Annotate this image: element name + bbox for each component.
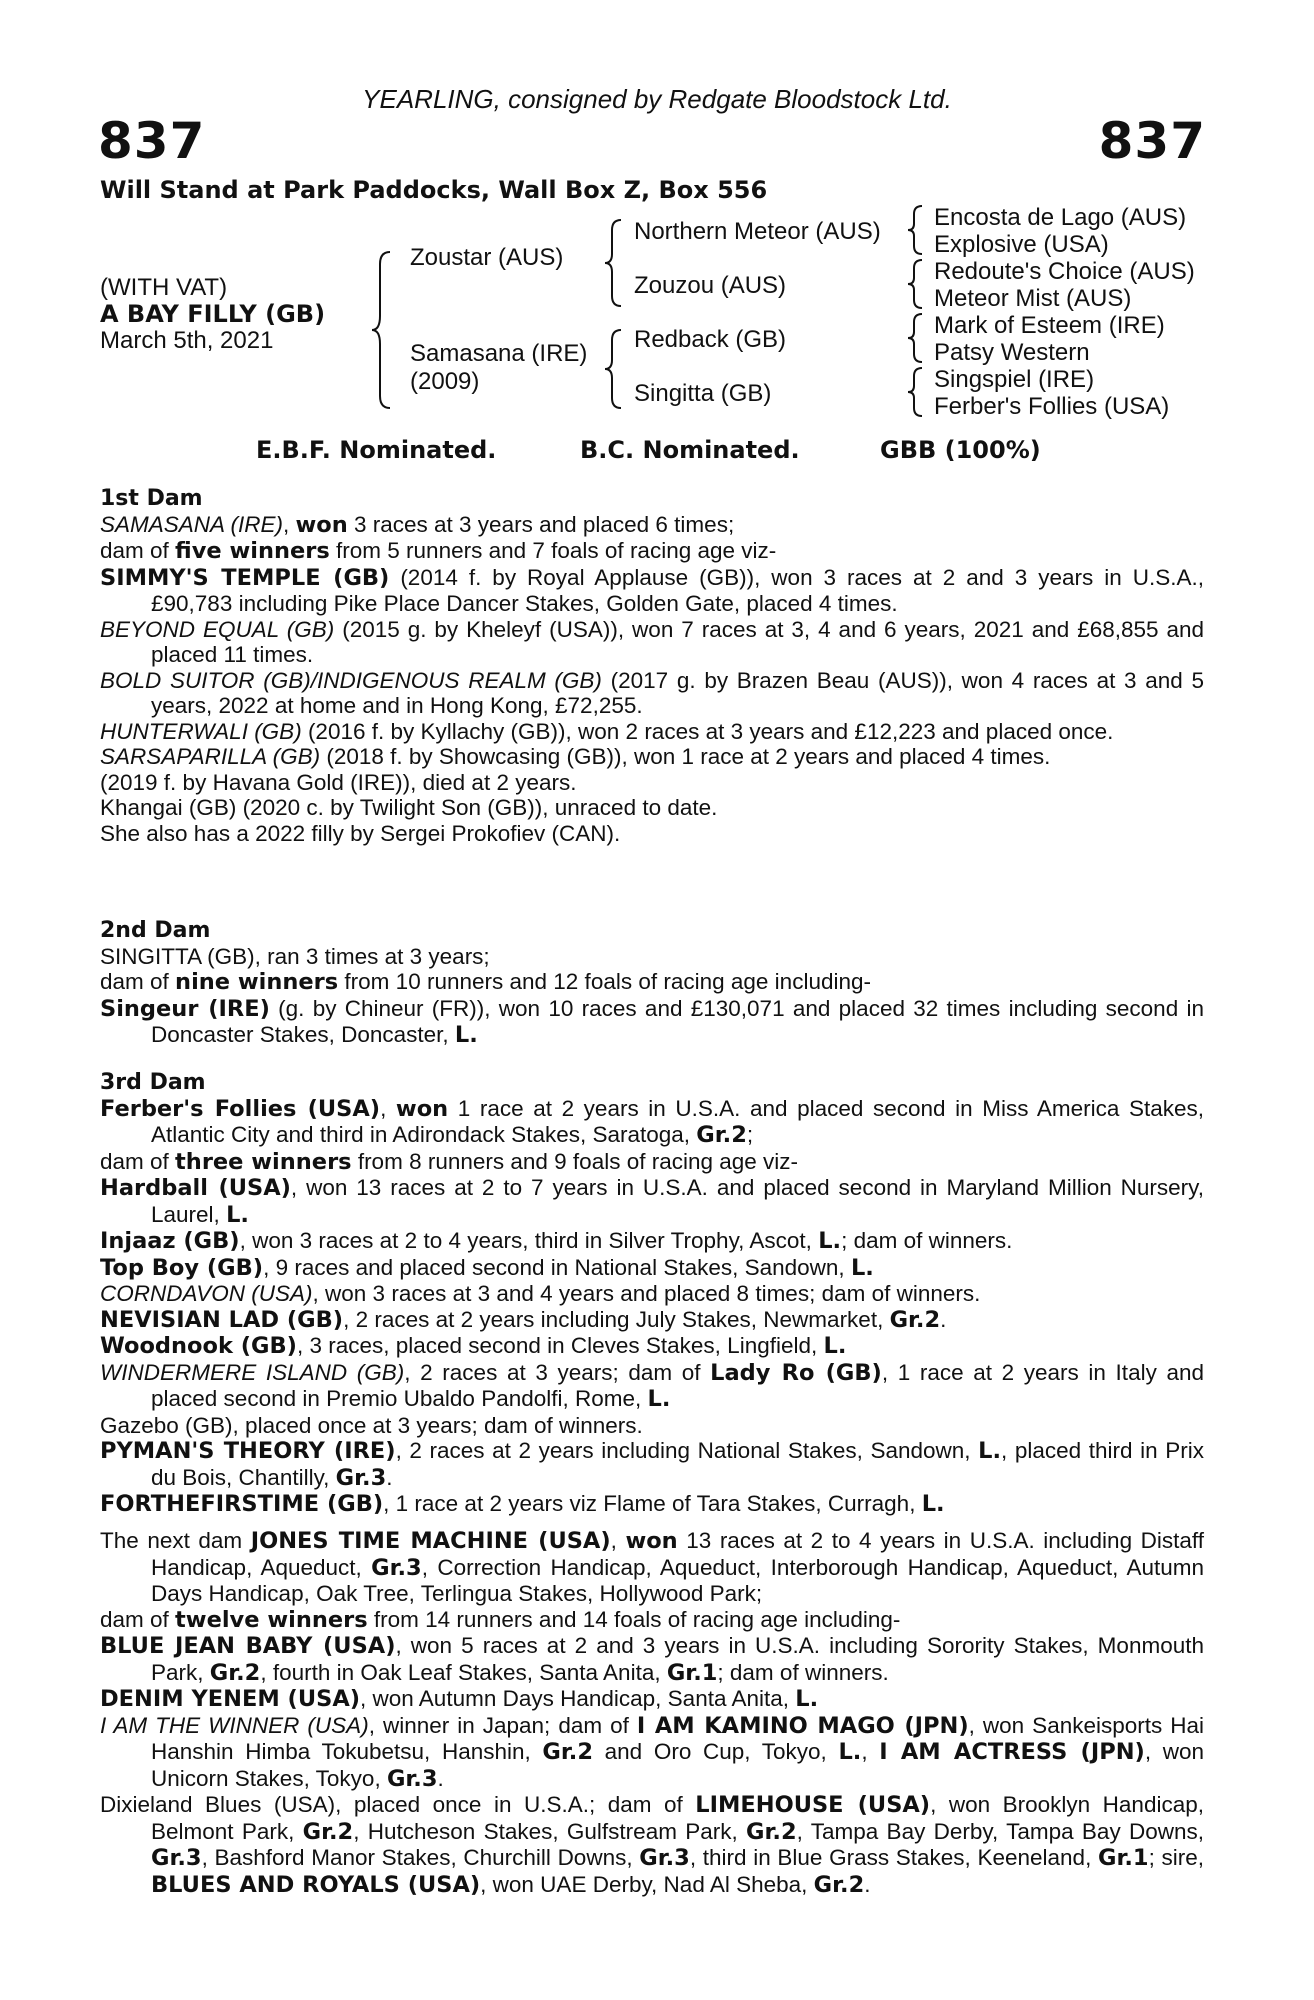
produce-entry: CORNDAVON (USA), won 3 races at 3 and 4 years and placed 8 times; dam of winners. (100, 1281, 981, 1306)
brace-g4 (906, 366, 926, 418)
dam-brace (603, 328, 625, 410)
next-dam-section (100, 1528, 1204, 1898)
ancestor-7: Singspiel (IRE) (934, 366, 1095, 393)
first-dam-heading: 1st Dam (100, 486, 203, 511)
ebf-nomination: E.B.F. Nominated. (256, 436, 497, 464)
produce-entry: Singeur (IRE) (g. by Chineur (FR)), won 10 races and £130,071 and placed 32 times including second in Doncaster Stakes, Doncaster, L. (100, 995, 1204, 1048)
second-dam-section (100, 918, 1204, 1049)
produce-entry: Injaaz (GB), won 3 races at 2 to 4 years, third in Silver Trophy, Ascot, L.; dam of winners. (100, 1228, 1013, 1254)
third-dam-heading: 3rd Dam (100, 1070, 206, 1095)
second-dam-heading: 2nd Dam (100, 918, 211, 943)
produce-entry: (2019 f. by Havana Gold (IRE)), died at 2 years. (100, 769, 577, 795)
pedigree-brace-main (370, 250, 394, 410)
produce-entry: Woodnook (GB), 3 races, placed second in Cleves Stakes, Lingfield, L. (100, 1333, 847, 1359)
sire-sire: Northern Meteor (AUS) (634, 218, 881, 245)
first-dam-note: She also has a 2022 filly by Sergei Prokofiev (CAN). (100, 820, 621, 846)
dam-name: Samasana (IRE) (410, 340, 588, 367)
brace-g2 (906, 258, 926, 310)
first-dam-section (100, 486, 1204, 846)
produce-entry: Khangai (GB) (2020 c. by Twilight Son (GB)), unraced to date. (100, 795, 718, 820)
dam-sire: Redback (GB) (634, 326, 787, 353)
second-dam-record: SINGITTA (GB), ran 3 times at 3 years; (100, 943, 490, 969)
produce-entry: BLUE JEAN BABY (USA), won 5 races at 2 and 3 years in U.S.A. including Sorority Stakes, Monmouth Park, Gr.2, fourth in Oak Leaf Stakes, Santa Anita, Gr.1; dam of winners. (100, 1633, 1204, 1686)
next-dam-produce-summary: dam of twelve winners from 14 runners and 14 foals of racing age including- (100, 1606, 901, 1633)
lot-number-left: 837 (98, 112, 206, 170)
bc-nomination: B.C. Nominated. (580, 436, 800, 464)
third-dam-section (100, 1070, 1204, 1518)
ancestor-3: Redoute's Choice (AUS) (934, 258, 1195, 285)
brace-g1 (906, 204, 926, 256)
produce-entry: BEYOND EQUAL (GB) (2015 g. by Kheleyf (USA)), won 7 races at 3, 4 and 6 years, 2021 and £68,855 and placed 11 times. (100, 616, 1205, 667)
gbb-status: GBB (100%) (880, 436, 1041, 464)
produce-entry: SARSAPARILLA (GB) (2018 f. by Showcasing (GB)), won 1 race at 2 years and placed 4 times. (100, 744, 1051, 769)
produce-entry: Top Boy (GB), 9 races and placed second in National Stakes, Sandown, L. (100, 1254, 874, 1281)
ancestor-6: Patsy Western (934, 339, 1090, 366)
dam-dam: Singitta (GB) (634, 380, 772, 407)
produce-entry: SIMMY'S TEMPLE (GB) (2014 f. by Royal Applause (GB)), won 3 races at 2 and 3 years in U.S.A., £90,783 including Pike Place Dancer Stakes, Golden Gate, placed 4 times. (100, 564, 1204, 616)
second-dam-produce-summary: dam of nine winners from 10 runners and 12 foals of racing age including- (100, 969, 871, 995)
produce-entry: Gazebo (GB), placed once at 3 years; dam of winners. (100, 1412, 643, 1438)
sire-brace (603, 218, 625, 308)
stand-location: Will Stand at Park Paddocks, Wall Box Z, Box 556 (100, 176, 768, 204)
ancestor-5: Mark of Esteem (IRE) (934, 312, 1165, 339)
horse-name: A BAY FILLY (GB) (100, 300, 326, 328)
first-dam-record: SAMASANA (IRE), won 3 races at 3 years and placed 6 times; (100, 511, 735, 538)
ancestor-4: Meteor Mist (AUS) (934, 285, 1132, 312)
produce-entry: Dixieland Blues (USA), placed once in U.S.A.; dam of LIMEHOUSE (USA), won Brooklyn Handicap, Belmont Park, Gr.2, Hutcheson Stakes, Gulfstream Park, Gr.2, Tampa Bay Derby, Tampa Bay Downs, Gr.3, Bashford Manor Stakes, Churchill Downs, Gr.3, third in Blue Grass Stakes, Keeneland, Gr.1; sire, BLUES AND ROYALS (USA), won UAE Derby, Nad Al Sheba, Gr.2. (100, 1792, 1205, 1898)
produce-entry: DENIM YENEM (USA), won Autumn Days Handicap, Santa Anita, L. (100, 1686, 819, 1712)
ancestor-1: Encosta de Lago (AUS) (934, 204, 1187, 231)
first-dam-produce-summary: dam of five winners from 5 runners and 7 foals of racing age viz- (100, 538, 777, 564)
ancestor-8: Ferber's Follies (USA) (934, 393, 1170, 420)
ancestor-2: Explosive (USA) (934, 231, 1109, 258)
produce-entry: BOLD SUITOR (GB)/INDIGENOUS REALM (GB) (2017 g. by Brazen Beau (AUS)), won 4 races at 3 and 5 years, 2022 at home and in Hong Kong, £72,255. (100, 667, 1204, 718)
consignment-line: YEARLING, consigned by Redgate Bloodstock Ltd. (362, 84, 952, 114)
produce-entry: PYMAN'S THEORY (IRE), 2 races at 2 years including National Stakes, Sandown, L., placed third in Prix du Bois, Chantilly, Gr.3. (100, 1438, 1204, 1491)
produce-entry: HUNTERWALI (GB) (2016 f. by Kyllachy (GB)), won 2 races at 3 years and £12,223 and placed once. (100, 718, 1114, 744)
lot-number-right: 837 (1098, 112, 1206, 170)
sire-dam: Zouzou (AUS) (634, 272, 787, 299)
produce-entry: I AM THE WINNER (USA), winner in Japan; dam of I AM KAMINO MAGO (JPN), won Sankeisports Hai Hanshin Himba Tokubetsu, Hanshin, Gr.2 and Oro Cup, Tokyo, L., I AM ACTRESS (JPN), won Unicorn Stakes, Tokyo, Gr.3. (100, 1712, 1205, 1792)
produce-entry: NEVISIAN LAD (GB), 2 races at 2 years including July Stakes, Newmarket, Gr.2. (100, 1306, 947, 1333)
third-dam-produce-summary: dam of three winners from 8 runners and 9 foals of racing age viz- (100, 1148, 799, 1175)
sire-name: Zoustar (AUS) (410, 244, 564, 271)
next-dam-record: The next dam JONES TIME MACHINE (USA), won 13 races at 2 to 4 years in U.S.A. including Distaff Handicap, Aqueduct, Gr.3, Correction Handicap, Aqueduct, Interborough Handicap, Aqueduct, Autumn Days Handicap, Oak Tree, Terlingua Stakes, Hollywood Park; (100, 1528, 1205, 1606)
vat-note: (WITH VAT) (100, 274, 228, 301)
dam-year: (2009) (410, 368, 480, 395)
produce-entry: Hardball (USA), won 13 races at 2 to 7 years in U.S.A. and placed second in Maryland Million Nursery, Laurel, L. (100, 1175, 1204, 1228)
brace-g3 (906, 312, 926, 364)
third-dam-record: Ferber's Follies (USA), won 1 race at 2 years in U.S.A. and placed second in Miss America Stakes, Atlantic City and third in Adirondack Stakes, Saratoga, Gr.2; (100, 1095, 1204, 1148)
produce-entry: FORTHEFIRSTIME (GB), 1 race at 2 years viz Flame of Tara Stakes, Curragh, L. (100, 1491, 945, 1517)
foaling-date: March 5th, 2021 (100, 327, 274, 354)
produce-entry: WINDERMERE ISLAND (GB), 2 races at 3 years; dam of Lady Ro (GB), 1 race at 2 years in Italy and placed second in Premio Ubaldo Pandolfi, Rome, L. (100, 1359, 1204, 1412)
